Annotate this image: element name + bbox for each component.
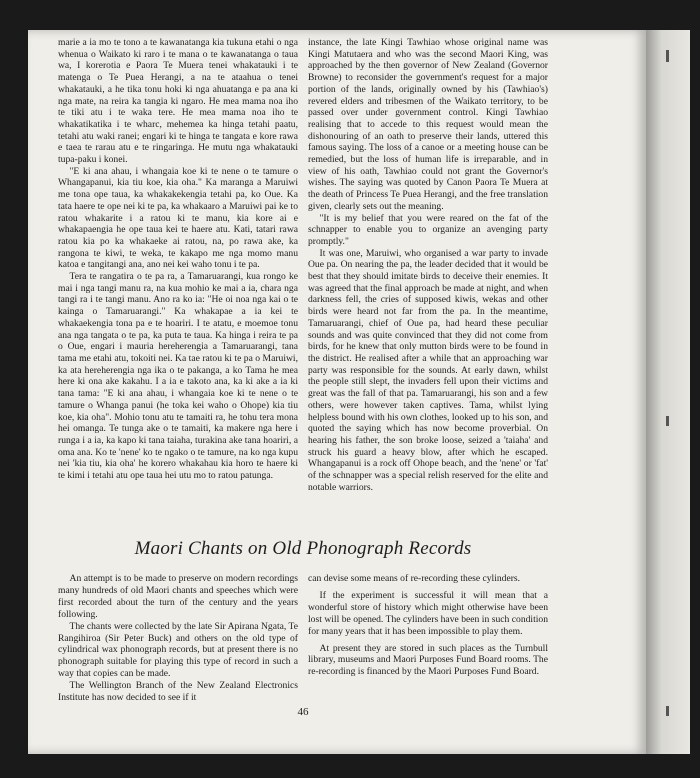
paragraph: The Wellington Branch of the New Zealand Electronics Institute has now decided to see if it: [58, 680, 298, 704]
article-left-column: [58, 573, 298, 705]
paragraph: "E ki ana ahau, i whangaia koe ki te nene o te tamure o Whangapanui, kia tiu koe, kia oha." Ka maranga a Maruiwi me tona ope taua, ka whakakekengia tetahi pa, ko Oue. Ka tata haere te ope nei ki te pa, ka whakaaro a Maruiwi pai ke to ratou whakarite i a ratou ki te manu, kia kore ai e whakapaengia he ope taua kei te haere atu. Kati, tatari rawa ratou kia po ka whakaeke ai ratou, na, po rawa ake, ka rangona te kiwi, te weka, te kakapo me nga momo manu katoa e tangitangi ana, ano nei kei waho tonu i te pa.: [58, 165, 298, 271]
page-number: 46: [297, 706, 309, 718]
english-text-column: [308, 37, 548, 527]
adjacent-page-edge: [646, 30, 690, 754]
article-right-column: [308, 573, 548, 705]
paragraph: An attempt is to be made to preserve on modern recordings many hundreds of old Maori chants and speeches which were first recorded about the turn of the century and the years following.: [58, 573, 298, 620]
maori-text-column: [58, 37, 298, 527]
paragraph: can devise some means of re-recording these cylinders.: [308, 573, 521, 584]
edge-mark: [666, 706, 669, 716]
paragraph: It was one, Maruiwi, who organised a war party to invade Oue pa. On nearing the pa, the leader decided that it would be best that they should imitate birds to deceive their enemies. It was agreed that the final approach be made at night, and when darkness fell, the cries of supposed kiwis, wekas and other birds were heard not far from the pa. In the meantime, Tamaruarangi, chief of Oue pa, had heard these peculiar sounds and was quite convinced that they did not come from birds, for he knew that only mutton birds were to be found in the district. He realised after a while that an approaching war party was responsible for the sounds. At early dawn, whilst the people still slept, the invaders fell upon their victims and great was the fall of that pa. Tamaruarangi, his son and a few others, were however taken captives. Tama, whilst lying helpless bound with his own clothes, looked up to his son, and quoted the saying which has now become proverbial. On hearing his father, the son broke loose, seized a 'taiaha' and struck his guard a heavy blow, after which he escaped. Whangapanui is a rock off Ohope beach, and the 'nene' or 'fat' of the schnapper was a special relish reserved for the elite and notable warriors.: [308, 247, 548, 493]
edge-mark: [666, 50, 669, 62]
paragraph: The chants were collected by the late Sir Apirana Ngata, Te Rangihiroa (Sir Peter Buck) and others on the old type of cylindrical wax phonograph records, but at present there is no phonograph suitable for playing this type of record in such a way that copies can be made.: [58, 620, 298, 680]
paragraph: Tera te rangatira o te pa ra, a Tamaruarangi, kua rongo ke mai i nga tangi manu ra, na kua mohio ke mai a ia, chara nga tangi ra i te tangi manu. Ano ra ko ia: "He oi noa nga kai o te kainga o Tamaruarangi." Ka whakapae a ia kei te whakaekengia tona pa e te hoariri. I te atatu, e moemoe tonu ana nga tangata o te pa, ka puta te taua. Ka hinga i reira te pa o Oue, engari i mauria hereherengia a Tamaruarangi, tana tama me etahi atu, tokoiti nei. Ka tae ratou ki te pa o Maruiwi, ka ata hereherengia nga ika o te pakanga, a ko Tama he mea here ki ona ake kakahu. I a ia e takoto ana, ka ki ake a ia ki tana tama: "E ki ana ahau, i whangaia koe ki te nene o te tamure o Whanga panui (he toka kei waho o Ohope) kia tiu koe, kia oha". Mohio tonu atu te tamaiti ra, he tohu tera mona hei omanga. Te tunga ake o te tamaiti, ka makere nga here i runga i a ia, ka kapo ki tana taiaha, turakina ake tana hoariri, a oma ana. Ko te 'nene' ko te ngako o te tamure, na ko nga kupu nei 'kia tiu, kia oha' he korero whakahau kia horo te haere ki te kimi i tetahi atu ope taua hei utu mo to ratou patunga.: [58, 271, 298, 482]
article-title: Maori Chants on Old Phonograph Records: [134, 538, 472, 559]
edge-mark: [666, 416, 669, 426]
paragraph: If the experiment is successful it will mean that a wonderful store of history which might otherwise have been lost will be opened. The cylinders have been in such condition for many years that it has been impossible to play them.: [308, 589, 548, 637]
paragraph: instance, the late Kingi Tawhiao whose original name was Kingi Matutaera and who was the second Maori King, was approached by the then governor of New Zealand (Governor Browne) to reconsider the government's request for a major portion of the lands, originally owned by his (Tawhiao's) revered elders and tribesmen of the Waikato territory, to be passed over under government control. Kingi Tawhiao realising that to accede to this request would mean the dishonouring of an oath to preserve their lands, uttered this famous saying. The loss of a canoe or a meeting house can be remedied, but the loss of human life is irreparable, and in view of his oath, Tawhiao could not grant the Governor's wishes. The saying was quoted by Canon Paora Te Muera at the death of Princess Te Puea Herangi, and the free translation given, clearly sets out the meaning.: [308, 37, 548, 212]
paragraph: marie a ia mo te tono a te kawanatanga kia tukuna etahi o nga whenua o Waikato ki raro i te mana o te kawanatanga o taua wa, I korerotia e Paora Te Muera tenei whakatauki i te matenga o Te Puea Herangi, a na te ataahua o tenei whakatauki, a he tika tonu hoki ki nga ahuatanga e pa ana ki nga mate, na reira ka tangia ki ngaro. He mea mama noa iho te tiki atu i te waka tere. He mea mama noa iho te whakatikatika i te wharc, mehemea ka hinga tetahi paatu, tetahi atu waki ranei; engari ki te hinga te tangata e kore rawa e taea te rarau atu e te ringaringa. He mutu nga whakatauki tupa-paku i konei.: [58, 37, 298, 166]
paragraph: At present they are stored in such places as the Turnbull library, museums and Maori Purposes Fund Board rooms. The re-recording is financed by the Maori Purposes Fund Board.: [308, 642, 548, 678]
paragraph: "It is my belief that you were reared on the fat of the schnapper to enable you to organize an avenging party promptly.": [308, 212, 548, 247]
